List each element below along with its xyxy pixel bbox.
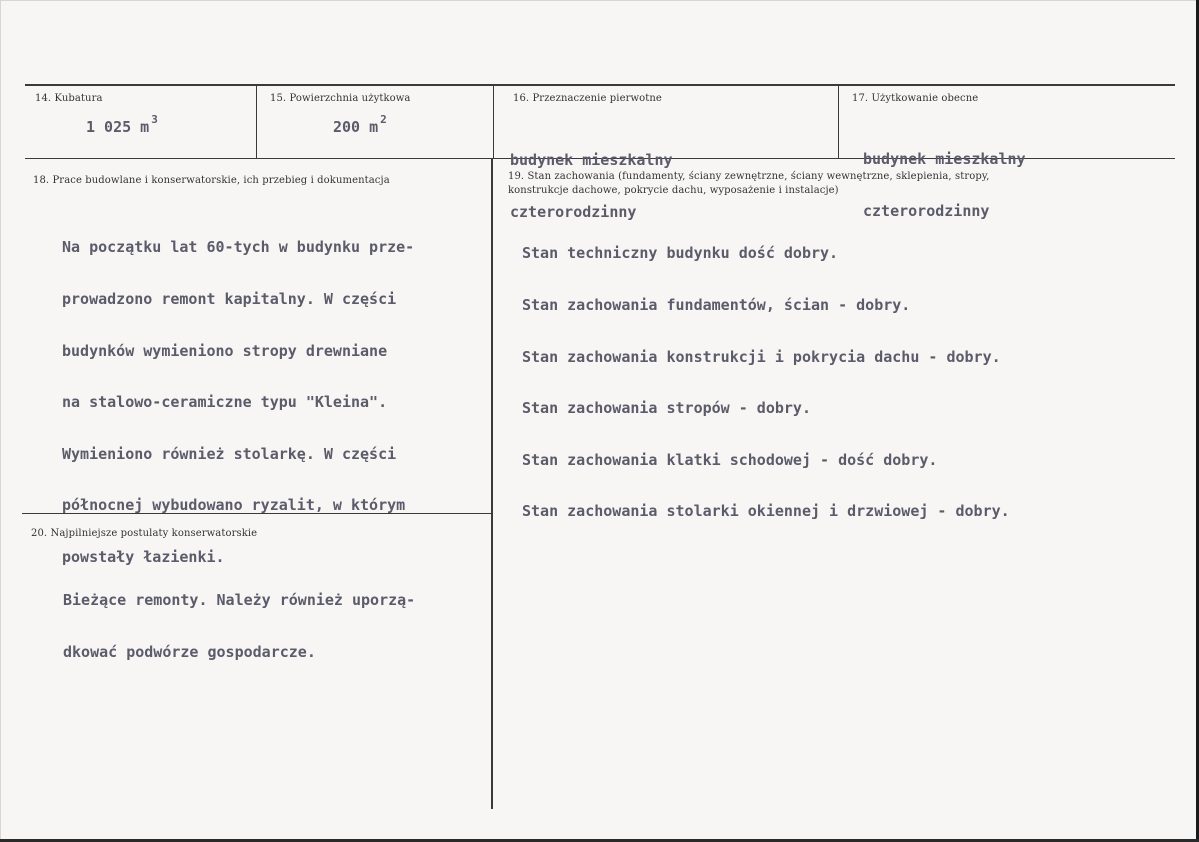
field-15-label: 15. Powierzchnia użytkowa [270, 93, 411, 104]
field-18-line: budynków wymieniono stropy drewniane [62, 341, 388, 360]
field-20-label: 20. Najpilniejsze postulaty konserwatorskie [31, 528, 258, 539]
field-19-line: Stan zachowania klatki schodowej - dość dobry. [522, 450, 938, 469]
field-20-text [63, 558, 415, 696]
field-15-value [333, 113, 387, 136]
field-16-line: budynek mieszkalny [510, 151, 673, 170]
field-15-exponent: 2 [380, 113, 387, 126]
top-rule [25, 84, 1175, 86]
divider-16-17 [838, 86, 839, 158]
field-19-line: Stan zachowania stropów - dobry. [522, 399, 811, 418]
field-18-line: Wymieniono również stolarkę. W części [62, 444, 397, 463]
field-20-line: Bieżące remonty. Należy również uporzą- [63, 591, 416, 610]
field-17-line: budynek mieszkalny [863, 150, 1026, 169]
field-17-label: 17. Użytkowanie obecne [852, 93, 979, 104]
divider-14-15 [256, 86, 257, 158]
field-18-text [62, 205, 414, 601]
field-17-line: czterorodzinny [863, 202, 990, 221]
field-16-label: 16. Przeznaczenie pierwotne [513, 93, 662, 104]
field-19-line: Stan zachowania konstrukcji i pokrycia dachu - dobry. [522, 347, 1001, 366]
field-16-line: czterorodzinny [510, 203, 637, 222]
main-vertical-divider [491, 159, 493, 809]
field-19-label-line1: 19. Stan zachowania (fundamenty, ściany zewnętrzne, ściany wewnętrzne, sklepienia, stropy, [508, 171, 990, 182]
field-19-label-line2: konstrukcje dachowe, pokrycie dachu, wyposażenie i instalacje) [508, 185, 839, 196]
field-20-line: dkować podwórze gospodarcze. [63, 643, 316, 662]
field-18-line: północnej wybudowano ryzalit, w którym [62, 496, 406, 515]
field-14-exponent: 3 [151, 113, 158, 126]
field-19-text [522, 211, 1010, 555]
field-14-number: 1 025 m [86, 118, 150, 136]
field-18-label: 18. Prace budowlane i konserwatorskie, ich przebieg i dokumentacja [33, 175, 390, 186]
field-14-value [86, 113, 158, 136]
field-18-line: prowadzono remont kapitalny. W części [62, 290, 397, 309]
field-19-line: Stan zachowania stolarki okiennej i drzwiowej - dobry. [522, 502, 1010, 521]
field-19-line: Stan zachowania fundamentów, ścian - dobry. [522, 296, 911, 315]
field-15-number: 200 m [333, 118, 379, 136]
divider-15-16 [493, 86, 494, 158]
field-18-line: powstały łazienki. [62, 548, 225, 567]
field-19-line: Stan techniczny budynku dość dobry. [522, 244, 839, 263]
field-18-line: Na początku lat 60-tych w budynku prze- [62, 238, 415, 257]
field-14-label: 14. Kubatura [35, 93, 103, 104]
field-18-line: na stalowo-ceramiczne typu "Kleina". [62, 393, 388, 412]
